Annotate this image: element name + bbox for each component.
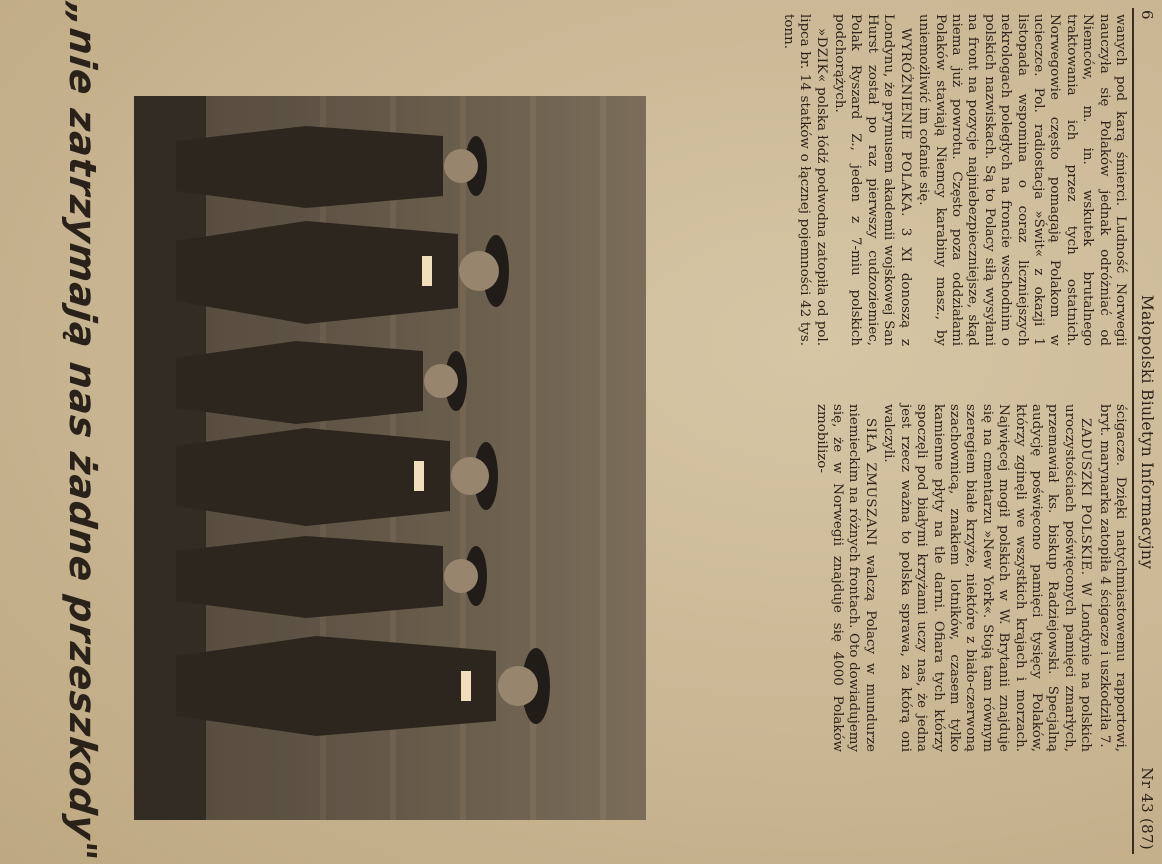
article-dzik-text: polska łódź podwodna zatopiła od pol. lipca br. 14 statków o łącznej pojemności 42 tys. tonn.: [780, 14, 829, 347]
article-norway-continued: wanych pod karą śmierci. Ludność Norwegii nauczyła się Polaków jednak odróżniać od Niemców, m. in. wskutek brutalnego traktowania ich przez tych ostatnich. Norwegowie często pomagają Polakom w ucieczce. Pol. radiostacja »Świt« z okazji 1 listopada wspomina o coraz liczniejszych nekrologach poległych na froncie wschodnim o polskich nazwiskach. Są to Polacy siłą wysyłani na front na pozycje najniebezpieczniejsze, skąd niema już powrotu. Często poza oddziałami Polaków stawiają Niemcy karabiny masz., by uniemożliwić im cofanie się.: [916, 14, 1128, 346]
masthead-title: Małopolski Biuletyn Informacyjny: [1138, 294, 1156, 570]
article-distinction: [831, 14, 913, 346]
page-number: 6: [1138, 10, 1156, 20]
right-column: [810, 404, 1128, 752]
soldier: [176, 536, 487, 618]
article-forced: [812, 404, 878, 752]
article-all-souls: [880, 404, 1093, 752]
article-all-souls-heading: ZADUSZKI POLSKIE.: [1078, 418, 1094, 576]
photo-caption: „nie zatrzymają nas żadne przeszkody": [61, 1, 104, 863]
soldiers-photo: [134, 96, 646, 820]
article-distinction-heading: WYRÓŻNIENIE POLAKA.: [897, 28, 913, 217]
article-dzik-heading: »DZIK«: [813, 28, 829, 83]
left-column: [777, 14, 1128, 346]
article-dzik: [779, 14, 828, 346]
article-forced-heading: SIŁA ZMUSZANI: [862, 418, 878, 547]
soldier: [176, 126, 487, 208]
header-rule: [1132, 8, 1134, 854]
article-torpedo-boats: ścigacze. Dzięki natychmiastowemu rapportowi, bryt. marynarka zatopiła 4 ścigacze i uszkodziła 7.: [1096, 404, 1128, 752]
issue-number: Nr 43 (87): [1138, 767, 1156, 850]
soldiers-illustration: [134, 96, 646, 820]
article-all-souls-text: W Londynie na polskich uroczystościach poświęconych pamięci zmarłych, przemawiał ks. biskup Radziejowski. Specjalną audycję poświęcono pamięci tysięcy Polaków, którzy zginęli we wszystkich krajach i morzach. Najwięcej mogił polskich w W. Brytanii znajduje się na cmentarzu »New York«. Stoją tam równym szeregiem białe krzyże, niektóre z biało-czerwoną szachownicą, znakiem lotników, czasem tylko kamienne płyty na tle darni. Ofiara tych którzy spoczęli pod białymi krzyżami uczy nas, że jedna jest rzecz ważna to polska sprawa, za którą oni walczyli.: [881, 404, 1094, 752]
soldier: [176, 636, 550, 736]
article-forced-text: walczą Polacy w mundurze niemieckim na różnych frontach. Oto dowiadujemy się, że w Norwegii znajduje się 4000 Polaków zmobilizo-: [813, 404, 878, 752]
article-distinction-text: 3 XI donoszą z Londynu, że prymusem akademii wojskowej San Hurst został po raz pierwszy cudzoziemiec, Polak Ryszard Z., jeden z 7-miu polskich podchorążych.: [832, 14, 913, 346]
